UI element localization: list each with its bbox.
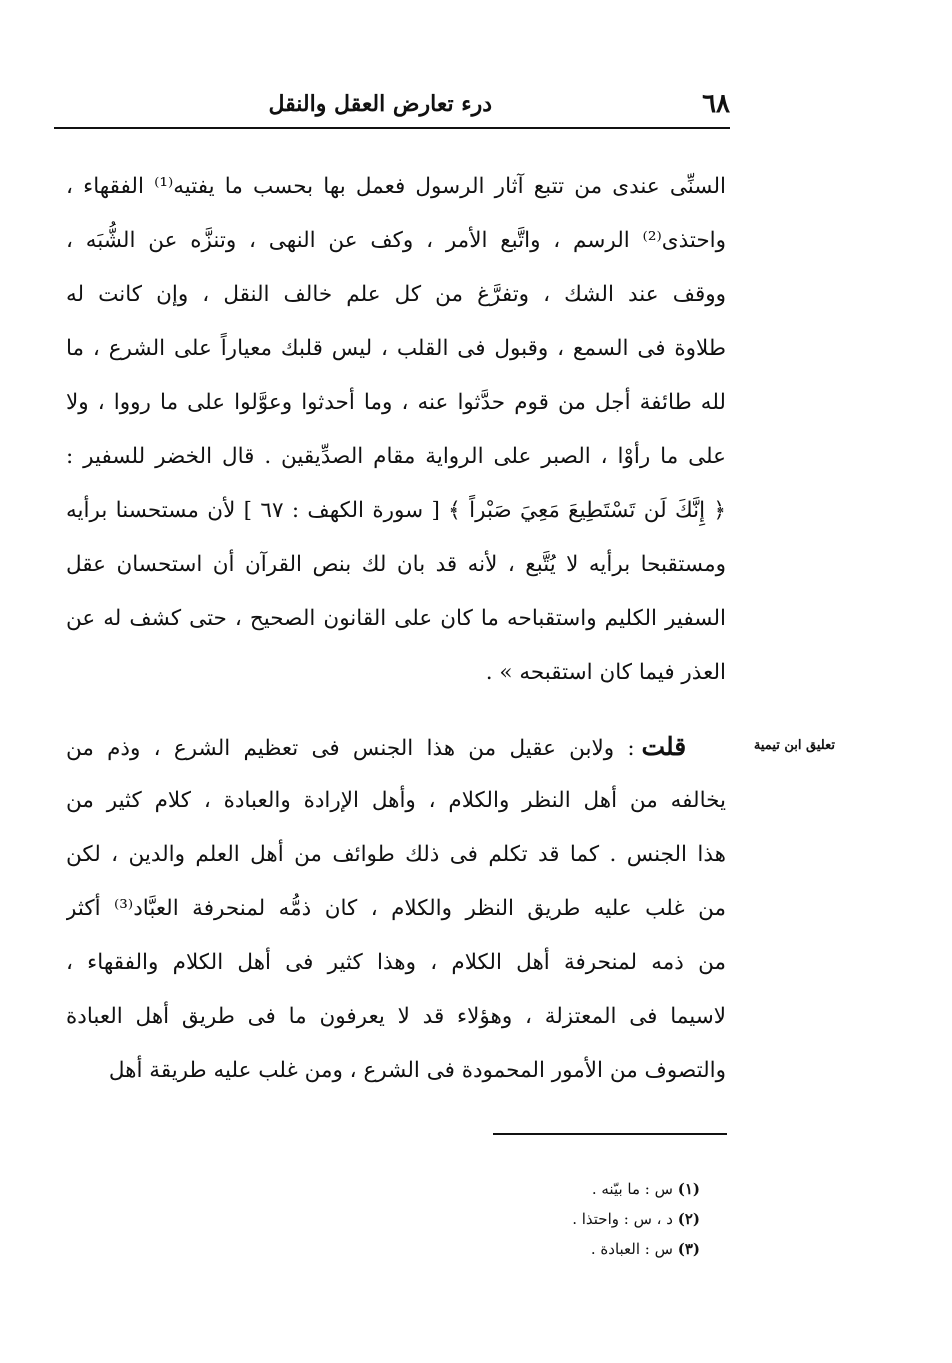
text-line: واحتذى⁽²⁾ الرسم ، واتَّبع الأمر ، وكف عن النهى ، وتنزَّه عن الشُّبَه ، — [66, 228, 726, 253]
running-title: درء تعارض العقل والنقل — [268, 91, 492, 117]
footnote — [420, 1204, 700, 1234]
text-line: لاسيما فى المعتزلة ، وهؤلاء قد لا يعرفون ما فى طريق أهل العبادة — [66, 1004, 726, 1029]
page-number: ٦٨ — [702, 89, 730, 119]
text-line: هذا الجنس . كما قد تكلم فى ذلك طوائف من أهل العلم والدين ، لكن — [66, 842, 726, 867]
text-line: يخالفه من أهل النظر والكلام ، وأهل الإرادة والعبادة ، كلام كثير من — [66, 788, 726, 813]
footnote — [420, 1174, 700, 1204]
text-line: السنِّى عندى من تتبع آثار الرسول فعمل بها بحسب ما يفتيه⁽¹⁾ الفقهاء ، — [66, 174, 726, 199]
first-line-text: : ولابن عقيل من هذا الجنس فى تعظيم الشرع ، وذم من — [66, 736, 642, 761]
header-rule — [54, 127, 730, 129]
text-line: العذر فيما كان استقبحه » . — [485, 660, 726, 685]
footnote-number: (١) — [677, 1180, 700, 1198]
text-line: السفير الكليم واستقباحه ما كان على القانون الصحيح ، حتى كشف له عن — [66, 606, 726, 631]
paragraph-1 — [66, 160, 726, 700]
text-line: والتصوف من الأمور المحمودة فى الشرع ، ومن غلب عليه طريقة أهل — [108, 1058, 726, 1083]
text-line: ومستقبحا برأيه لا يُتَّبع ، لأنه قد بان لك بنص القرآن أن استحسان عقل — [66, 552, 726, 577]
text-line: لله طائفة أجل من قوم حدَّثوا عنه ، وما أحدثوا وعوَّلوا على ما رووا ، ولا — [66, 390, 726, 415]
text-line: ​ قلت : ولابن عقيل من هذا الجنس فى تعظيم الشرع ، وذم من — [66, 732, 726, 761]
paragraph-2 — [66, 720, 726, 1098]
margin-note-wrapper — [745, 734, 835, 753]
text-line: على ما رأوْا ، الصبر على الرواية مقام الصدِّيقين . قال الخضر للسفير : — [66, 444, 726, 469]
page-header — [58, 86, 730, 126]
text-line: ﴿ إِنَّكَ لَن تَسْتَطِيعَ مَعِيَ صَبْراً ﴾ [ سورة الكهف : ٦٧ ] لأن مستحسنا برأيه — [66, 498, 726, 523]
text-line: طلاوة فى السمع ، وقبول فى القلب ، ليس قلبك معياراً على الشرع ، ما — [66, 336, 726, 361]
footnote-number: (٣) — [677, 1240, 700, 1258]
text-line: ووقف عند الشك ، وتفرَّغ من كل علم خالف النقل ، وإن كانت له — [66, 282, 726, 307]
margin-note: تعليق ابن تيمية — [753, 738, 835, 753]
lead-word: قلت — [641, 732, 687, 761]
footnote-text: د ، س : واحتذا . — [572, 1210, 673, 1228]
footnotes — [420, 1174, 700, 1264]
text-line: من غلب عليه طريق النظر والكلام ، كان ذمُّه لمنحرفة العبَّاد⁽³⁾ أكثر — [66, 896, 726, 921]
footnote-text: س : العبادة . — [590, 1240, 673, 1258]
footnote-rule — [493, 1133, 727, 1135]
footnote-number: (٢) — [677, 1210, 700, 1228]
text-line: من ذمه لمنحرفة أهل الكلام ، وهذا كثير فى أهل الكلام والفقهاء ، — [66, 950, 726, 975]
footnote — [420, 1234, 700, 1264]
footnote-text: س : ما بيّنه . — [591, 1180, 673, 1198]
